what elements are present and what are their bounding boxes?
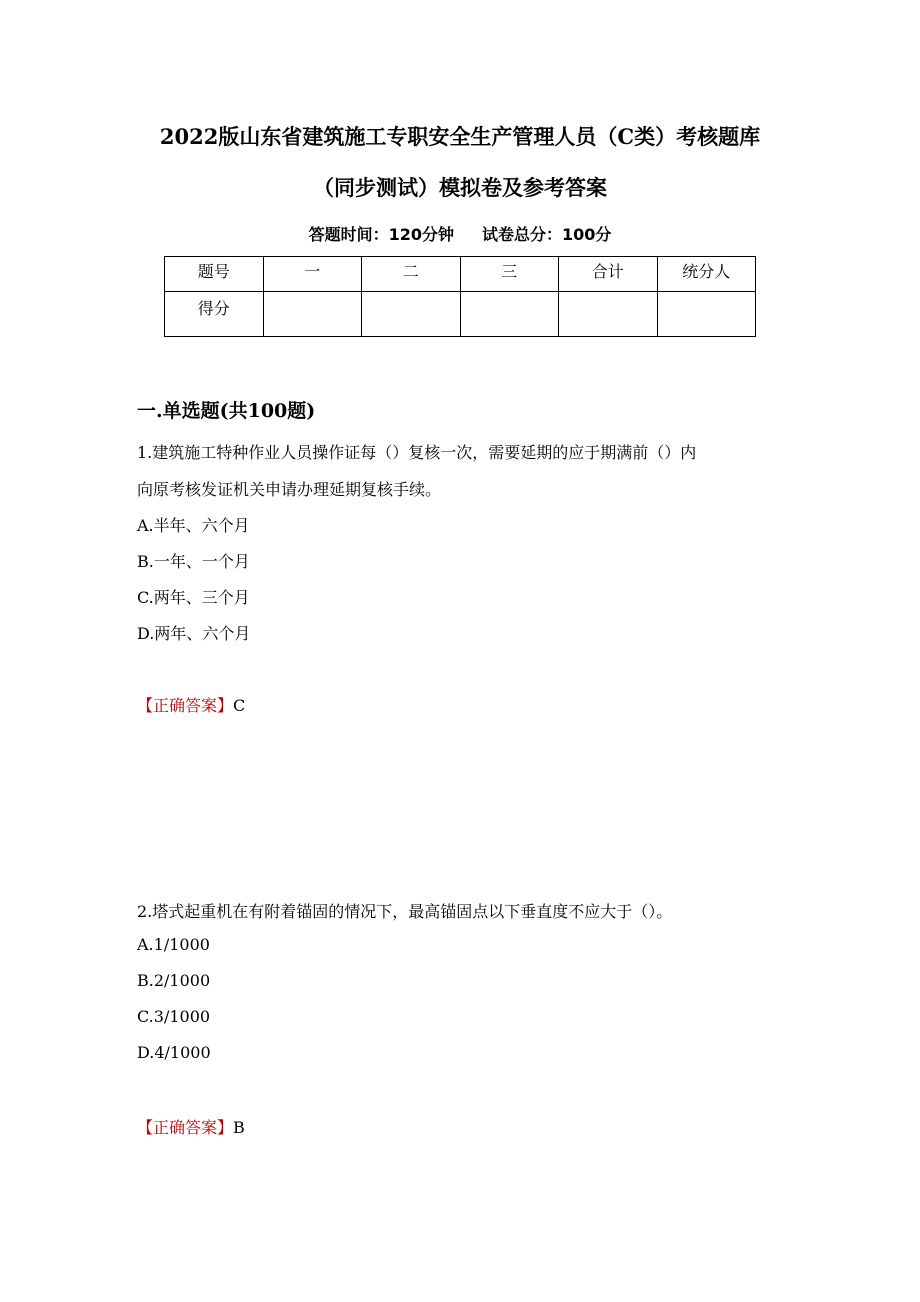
question-1-answer bbox=[137, 693, 245, 716]
score-header-cell: 三 bbox=[460, 257, 559, 292]
question-1-stem-line1: 1.建筑施工特种作业人员操作证每（）复核一次，需要延期的应于期满前（）内 bbox=[137, 443, 697, 462]
score-cell bbox=[559, 292, 658, 337]
exam-meta bbox=[0, 222, 920, 245]
score-cell bbox=[460, 292, 559, 337]
score-cell bbox=[362, 292, 461, 337]
score-header-cell: 一 bbox=[263, 257, 362, 292]
answer-label: 【正确答案】 bbox=[137, 1118, 234, 1137]
question-1-option-a: A.半年、六个月 bbox=[137, 516, 250, 535]
answer-value: B bbox=[233, 1118, 245, 1137]
question-1-option-b: B.一年、一个月 bbox=[137, 552, 250, 571]
question-2-option-c: C.3/1000 bbox=[137, 1007, 211, 1026]
answer-value: C bbox=[233, 696, 246, 715]
section-title: 一.单选题(共100题) bbox=[137, 400, 316, 422]
score-header-cell: 二 bbox=[362, 257, 461, 292]
page-subtitle: （同步测试）模拟卷及参考答案 bbox=[313, 175, 607, 200]
question-2-stem: 2.塔式起重机在有附着锚固的情况下，最高锚固点以下垂直度不应大于（）。 bbox=[137, 902, 673, 921]
question-2-option-a: A.1/1000 bbox=[137, 935, 210, 954]
question-2-option-b: B.2/1000 bbox=[137, 971, 211, 990]
score-table-score-row bbox=[165, 292, 756, 337]
score-header-cell: 统分人 bbox=[657, 257, 756, 292]
question-1-stem-line2: 向原考核发证机关申请办理延期复核手续。 bbox=[137, 480, 442, 499]
score-header-cell: 题号 bbox=[165, 257, 264, 292]
answer-label: 【正确答案】 bbox=[137, 696, 234, 715]
score-table-header-row bbox=[165, 257, 756, 292]
question-1-option-c: C.两年、三个月 bbox=[137, 588, 250, 607]
score-cell bbox=[657, 292, 756, 337]
score-header-cell: 合计 bbox=[559, 257, 658, 292]
question-1-option-d: D.两年、六个月 bbox=[137, 624, 251, 643]
score-row-label: 得分 bbox=[165, 292, 264, 337]
score-table bbox=[164, 256, 756, 337]
exam-total-score: 试卷总分：100分 bbox=[482, 225, 612, 244]
page-title: 2022版山东省建筑施工专职安全生产管理人员（C类）考核题库 bbox=[159, 124, 761, 149]
question-2-option-d: D.4/1000 bbox=[137, 1043, 211, 1062]
question-2-answer bbox=[137, 1115, 245, 1138]
exam-time: 答题时间：120分钟 bbox=[308, 225, 454, 244]
score-cell bbox=[263, 292, 362, 337]
